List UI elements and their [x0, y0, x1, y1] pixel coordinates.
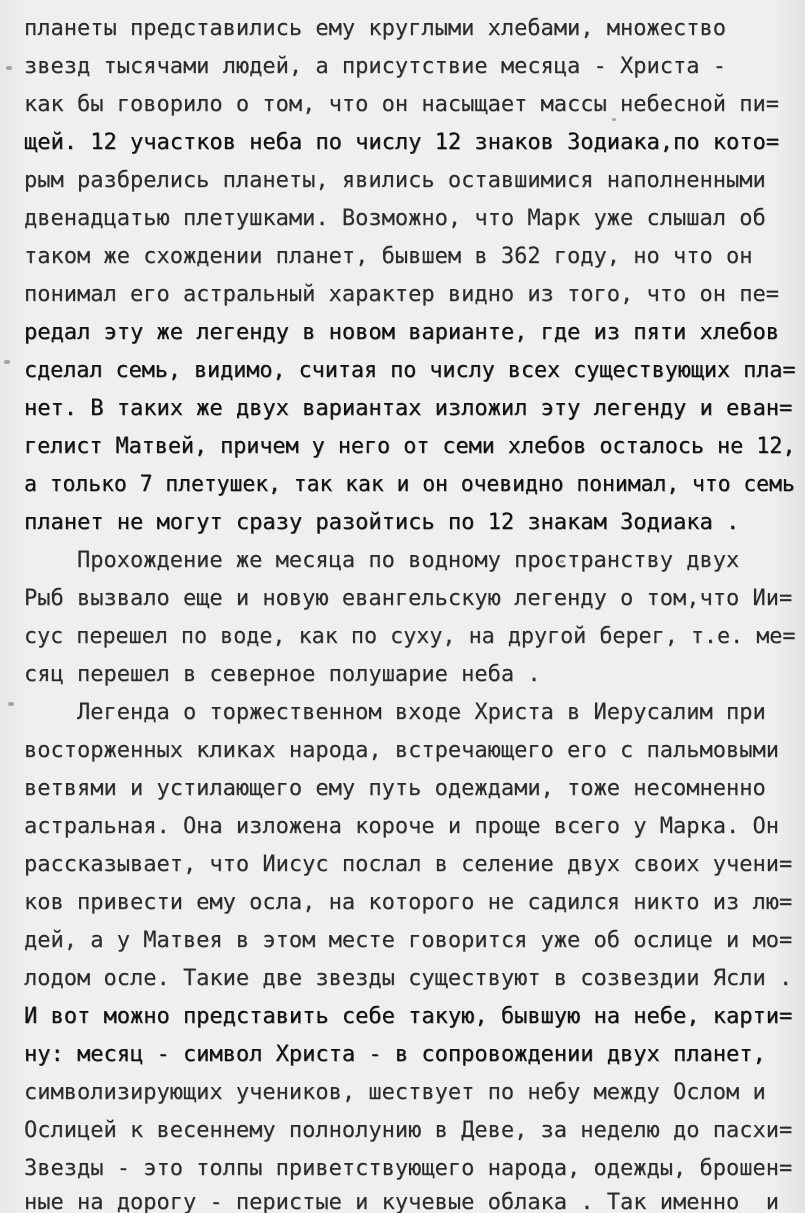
text-line: сус перешел по воде, как по суху, на другой берег, т.е. ме=	[24, 624, 796, 649]
text-line: таком же схождении планет, бывшем в 362 году, но что он	[24, 244, 753, 269]
text-line: ные на дорогу - перистые и кучевые облака . Так именно и	[24, 1190, 779, 1213]
text-line: ков привести ему осла, на которого не садился никто из лю=	[24, 890, 793, 915]
ink-smudge	[4, 360, 10, 364]
text-line: планет не могут сразу разойтись по 12 знакам Зодиака .	[24, 510, 740, 535]
text-line: ветвями и устилающего ему путь одеждами, тоже несомненно	[24, 776, 766, 801]
text-line: гелист Матвей, причем у него от семи хлебов осталось не 12,	[24, 434, 796, 459]
ink-smudge	[8, 702, 14, 706]
text-line: сделал семь, видимо, считая по числу всех существующих пла=	[24, 358, 796, 383]
text-line: нет. В таких же двух вариантах изложил эту легенду и еван=	[24, 396, 793, 421]
text-line: Легенда о торжественном входе Христа в Иерусалим при	[24, 700, 766, 725]
text-line: рассказывает, что Иисус послал в селение двух своих учени=	[24, 852, 793, 877]
text-line: ну: месяц - символ Христа - в сопровождении двух планет,	[24, 1042, 766, 1067]
text-line: сяц перешел в северное полушарие неба .	[24, 662, 541, 687]
text-line: рым разбрелись планеты, явились оставшимися наполненными	[24, 168, 766, 193]
text-line: восторженных кликах народа, встречающего его с пальмовыми	[24, 738, 779, 763]
text-line: символизирующих учеников, шествует по небу между Ослом и	[24, 1080, 766, 1105]
text-line: щей. 12 участков неба по числу 12 знаков Зодиака,по кото=	[24, 130, 779, 155]
text-line: Звезды - это толпы приветствующего народа, одежды, брошен=	[24, 1156, 793, 1181]
text-line: а только 7 плетушек, так как и он очевидно понимал, что семь	[24, 472, 795, 497]
text-line: планеты представились ему круглыми хлебами, множество	[24, 16, 726, 41]
text-line: астральная. Она изложена короче и проще всего у Марка. Он	[24, 814, 779, 839]
ink-smudge	[6, 66, 12, 70]
text-line: двенадцатью плетушками. Возможно, что Марк уже слышал об	[24, 206, 766, 231]
ink-smudge	[612, 118, 616, 121]
text-line: И вот можно представить себе такую, бывшую на небе, карти=	[24, 1004, 793, 1029]
ink-smudge	[560, 560, 564, 563]
text-line: Ослицей к весеннему полнолунию в Деве, за неделю до пасхи=	[24, 1118, 793, 1143]
text-line: дей, а у Матвея в этом месте говорится уже об ослице и мо=	[24, 928, 793, 953]
text-line: Рыб вызвало еще и новую евангельскую легенду о том,что Ии=	[24, 586, 793, 611]
text-line: понимал его астральный характер видно из того, что он пе=	[24, 282, 779, 307]
text-line: Прохождение же месяца по водному пространству двух	[24, 548, 740, 573]
text-line: редал эту же легенду в новом варианте, где из пяти хлебов	[24, 320, 779, 345]
text-line: звезд тысячами людей, а присутствие месяца - Христа -	[24, 54, 726, 79]
text-line: лодом осле. Такие две звезды существуют в созвездии Ясли .	[24, 966, 793, 991]
text-line: как бы говорило о том, что он насыщает массы небесной пи=	[24, 92, 779, 117]
